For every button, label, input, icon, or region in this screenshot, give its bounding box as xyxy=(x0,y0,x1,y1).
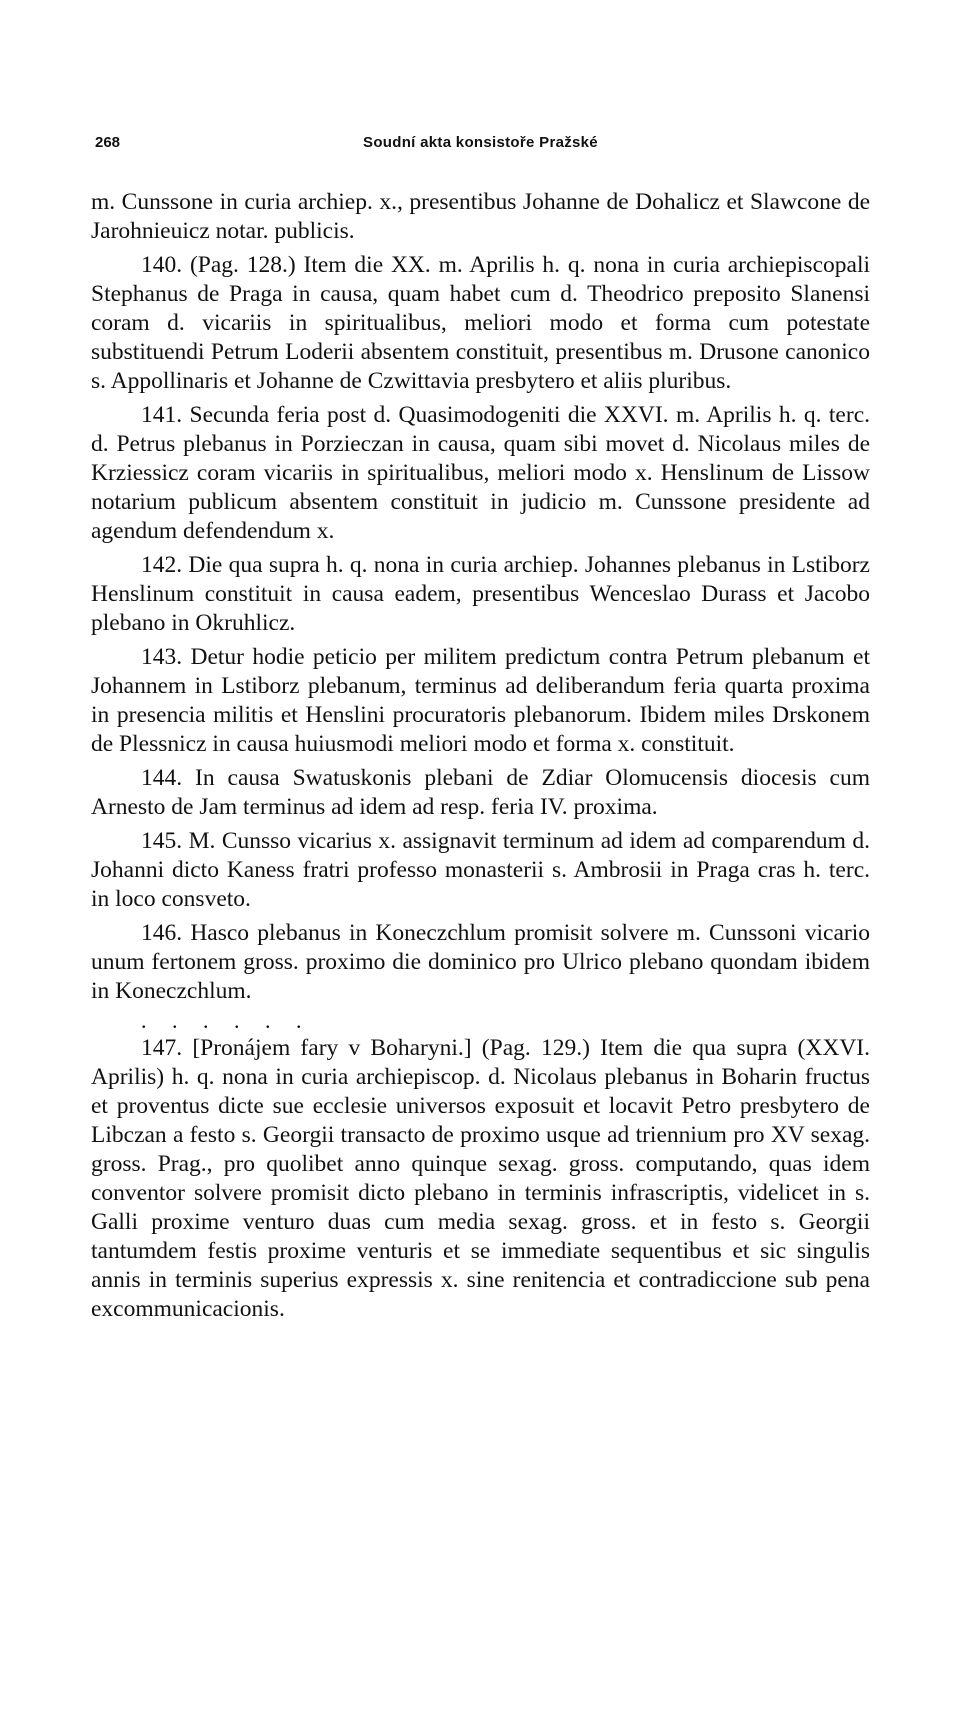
entry-144: 144. In causa Swatuskonis plebani de Zdiar Olomucensis diocesis cum Arnesto de Jam terminus ad idem ad resp. feria IV. proxima. xyxy=(91,765,870,820)
body-text xyxy=(91,188,870,1324)
entry-140: 140. (Pag. 128.) Item die XX. m. Aprilis h. q. nona in curia archiepiscopali Stephanus de Praga in causa, quam habet cum d. Theodrico preposito Slanensi coram d. vicariis in spiritualibus, meliori modo et forma cum potestate substituendi Petrum Loderii absentem constituit, presentibus m. Drusone canonico s. Appollinaris et Johanne de Czwittavia presbytero et aliis pluribus. xyxy=(91,252,870,394)
entry-147: 147. [Pronájem fary v Boharyni.] (Pag. 129.) Item die qua supra (XXVI. Aprilis) h. q. nona in curia archiepiscop. d. Nicolaus plebanus in Boharin fructus et proventus dicte sue ecclesie universos exposuit et locavit Petro presbytero de Libczan a festo s. Georgii transacto de proximo usque ad triennium pro XV sexag. gross. Prag., pro quolibet anno quinque sexag. gross. computando, quas idem conventor solvere promisit dicto plebano in terminis infrascriptis, videlicet in s. Galli proxime venturo duas cum media sexag. gross. et in festo s. Georgii tantumdem festis proxime venturis et se immediate sequentibus et sic singulis annis in terminis superius expressis x. sine renitencia et contradiccione sub pena excommunicacionis. xyxy=(91,1035,870,1322)
omission-dots: . . . . . . xyxy=(141,1008,312,1033)
running-title: Soudní akta konsistoře Pražské xyxy=(363,134,598,151)
entry-145: 145. M. Cunsso vicarius x. assignavit terminum ad idem ad comparendum d. Johanni dicto Kaness fratri professo monasterii s. Ambrosii in Praga cras h. terc. in loco consveto. xyxy=(91,828,870,912)
entry-146: 146. Hasco plebanus in Koneczchlum promisit solvere m. Cunssoni vicario unum fertonem gross. proximo die dominico pro Ulrico plebano quondam ibidem in Koneczchlum. xyxy=(91,920,870,1004)
document-page xyxy=(0,134,960,1735)
entry-143: 143. Detur hodie peticio per militem predictum contra Petrum plebanum et Johannem in Lstiborz plebanum, terminus ad deliberandum feria quarta proxima in presencia militis et Henslini procuratoris plebanorum. Ibidem miles Drskonem de Plessnicz in causa huiusmodi meliori modo et forma x. constituit. xyxy=(91,644,870,757)
entry-142: 142. Die qua supra h. q. nona in curia archiep. Johannes plebanus in Lstiborz Henslinum constituit in causa eadem, presentibus Wenceslao Durass et Jacobo plebano in Okruhlicz. xyxy=(91,552,870,636)
page-number: 268 xyxy=(95,134,121,151)
running-head xyxy=(91,134,870,156)
entry-141: 141. Secunda feria post d. Quasimodogeniti die XXVI. m. Aprilis h. q. terc. d. Petrus plebanus in Porzieczan in causa, quam sibi movet d. Nicolaus miles de Krziessicz coram vicariis in spiritualibus, meliori modo x. Henslinum de Lissow notarium publicum absentem constituit in judicio m. Cunssone presidente ad agendum defendendum x. xyxy=(91,402,870,544)
paragraph-continuation: m. Cunssone in curia archiep. x., presentibus Johanne de Dohalicz et Slawcone de Jarohnieuicz notar. publicis. xyxy=(91,189,870,244)
